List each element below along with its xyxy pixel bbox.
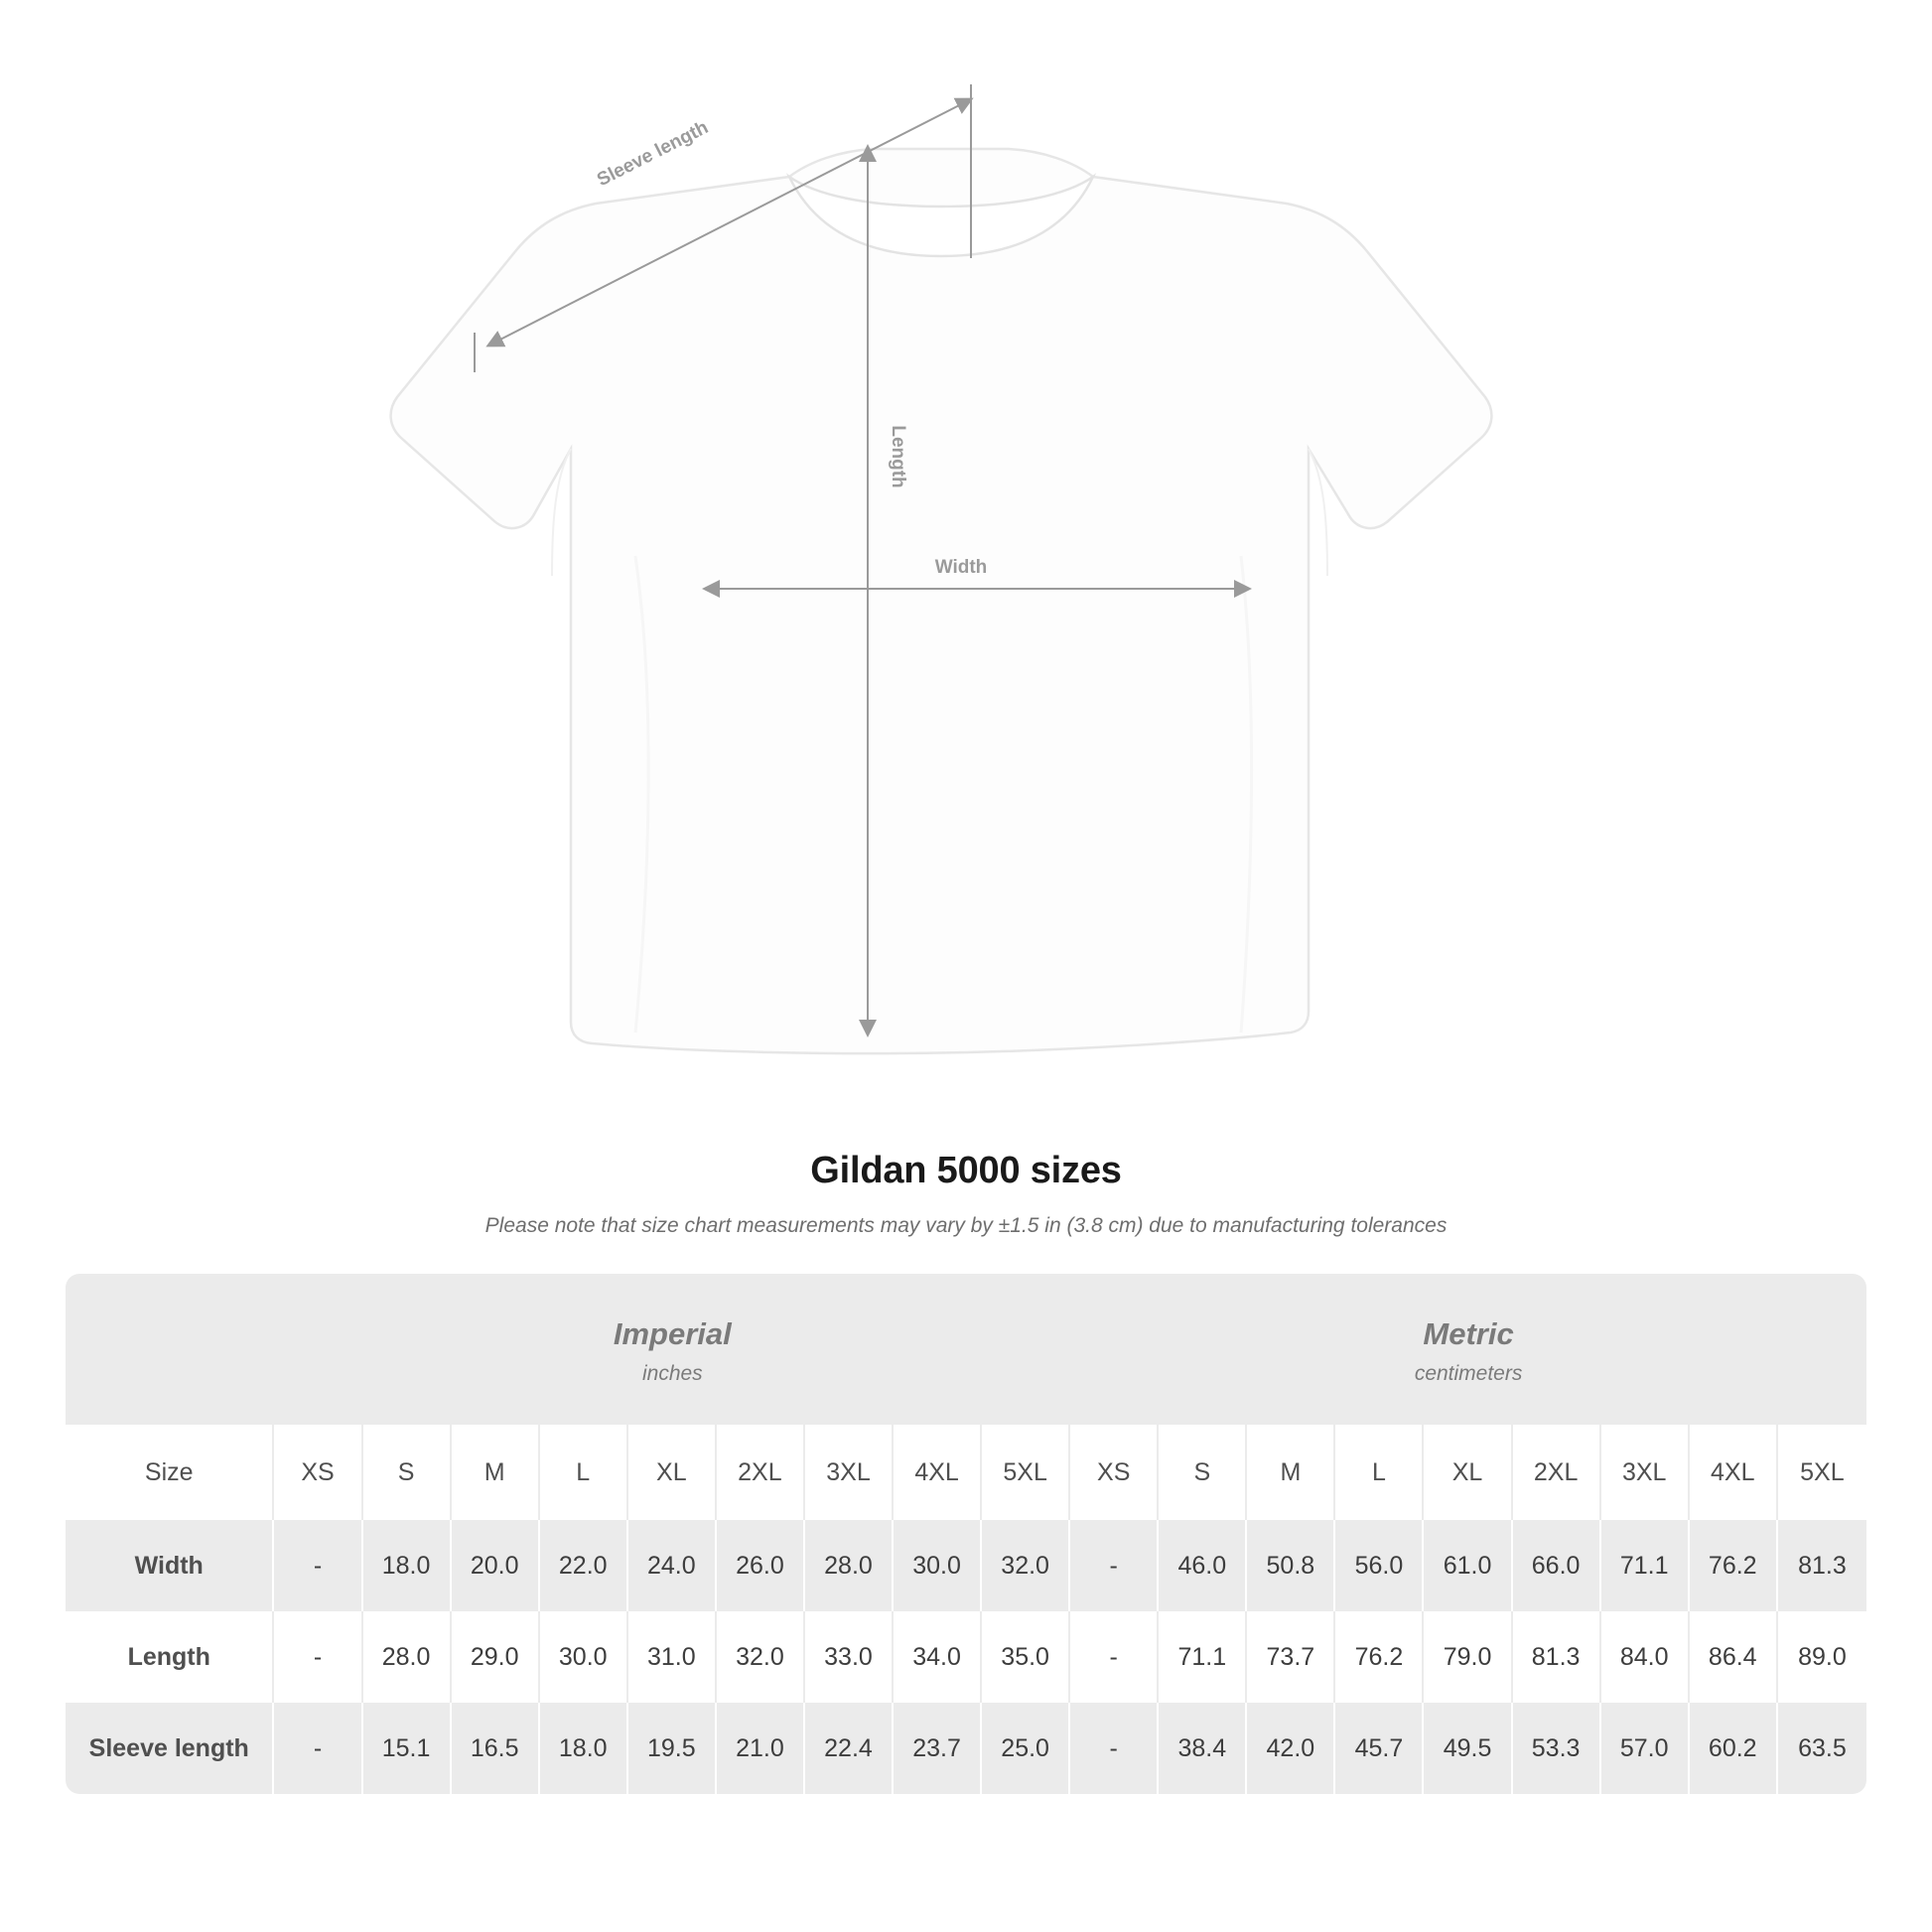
cell-width-imperial-3xl: 28.0 — [805, 1520, 894, 1611]
group-header-imperial — [274, 1274, 1070, 1425]
cell-width-imperial-s: 18.0 — [363, 1520, 452, 1611]
cell-length-metric-5xl: 89.0 — [1778, 1611, 1866, 1703]
cell-sleeve-imperial-2xl: 21.0 — [717, 1703, 805, 1794]
size-table — [66, 1274, 1866, 1794]
cell-sleeve-metric-3xl: 57.0 — [1601, 1703, 1690, 1794]
size-header-imperial-4xl: 4XL — [894, 1425, 982, 1520]
group-imperial-unit: inches — [641, 1361, 703, 1385]
size-header-metric-xs: XS — [1070, 1425, 1159, 1520]
table-row — [66, 1703, 1866, 1794]
cell-width-metric-3xl: 71.1 — [1601, 1520, 1690, 1611]
page-title: Gildan 5000 sizes — [810, 1150, 1122, 1191]
sleeve-length-label: Sleeve length — [594, 116, 712, 192]
cell-sleeve-metric-2xl: 53.3 — [1513, 1703, 1601, 1794]
cell-length-metric-xs: - — [1070, 1611, 1159, 1703]
cell-sleeve-imperial-5xl: 25.0 — [982, 1703, 1070, 1794]
cell-length-metric-xl: 79.0 — [1424, 1611, 1512, 1703]
cell-sleeve-imperial-l: 18.0 — [540, 1703, 628, 1794]
group-metric-unit: centimeters — [1414, 1361, 1523, 1385]
cell-sleeve-imperial-m: 16.5 — [452, 1703, 540, 1794]
cell-sleeve-metric-5xl: 63.5 — [1778, 1703, 1866, 1794]
cell-length-metric-3xl: 84.0 — [1601, 1611, 1690, 1703]
cell-width-metric-s: 46.0 — [1159, 1520, 1247, 1611]
cell-sleeve-metric-4xl: 60.2 — [1690, 1703, 1778, 1794]
table-size-header-row — [66, 1425, 1866, 1520]
cell-length-imperial-3xl: 33.0 — [805, 1611, 894, 1703]
cell-sleeve-imperial-xs: - — [274, 1703, 362, 1794]
title-block — [0, 1150, 1932, 1238]
cell-length-imperial-4xl: 34.0 — [894, 1611, 982, 1703]
size-header-metric-l: L — [1335, 1425, 1424, 1520]
cell-width-metric-m: 50.8 — [1247, 1520, 1335, 1611]
tolerance-note: Please note that size chart measurements may vary by ±1.5 in (3.8 cm) due to manufacturing tolerances — [484, 1214, 1448, 1237]
length-label: Length — [888, 425, 908, 488]
size-header-imperial-l: L — [540, 1425, 628, 1520]
cell-sleeve-imperial-3xl: 22.4 — [805, 1703, 894, 1794]
cell-length-imperial-xs: - — [274, 1611, 362, 1703]
size-header-metric-s: S — [1159, 1425, 1247, 1520]
size-header-metric-5xl: 5XL — [1778, 1425, 1866, 1520]
cell-width-metric-5xl: 81.3 — [1778, 1520, 1866, 1611]
cell-width-metric-4xl: 76.2 — [1690, 1520, 1778, 1611]
size-header-imperial-xl: XL — [628, 1425, 717, 1520]
cell-width-imperial-xs: - — [274, 1520, 362, 1611]
width-label: Width — [934, 557, 988, 578]
size-header-label: Size — [66, 1425, 274, 1520]
group-metric-name: Metric — [1423, 1316, 1514, 1352]
cell-sleeve-metric-s: 38.4 — [1159, 1703, 1247, 1794]
row-label-length: Length — [66, 1611, 274, 1703]
size-header-metric-3xl: 3XL — [1601, 1425, 1690, 1520]
cell-sleeve-metric-l: 45.7 — [1335, 1703, 1424, 1794]
cell-length-imperial-2xl: 32.0 — [717, 1611, 805, 1703]
group-imperial-name: Imperial — [613, 1316, 732, 1352]
cell-length-metric-l: 76.2 — [1335, 1611, 1424, 1703]
row-label-width: Width — [66, 1520, 274, 1611]
cell-length-imperial-l: 30.0 — [540, 1611, 628, 1703]
size-header-metric-4xl: 4XL — [1690, 1425, 1778, 1520]
cell-length-metric-2xl: 81.3 — [1513, 1611, 1601, 1703]
size-header-metric-2xl: 2XL — [1513, 1425, 1601, 1520]
cell-sleeve-imperial-s: 15.1 — [363, 1703, 452, 1794]
cell-width-imperial-l: 22.0 — [540, 1520, 628, 1611]
row-label-sleeve-length: Sleeve length — [66, 1703, 274, 1794]
group-header-metric — [1070, 1274, 1866, 1425]
table-row — [66, 1611, 1866, 1703]
cell-width-imperial-5xl: 32.0 — [982, 1520, 1070, 1611]
cell-width-metric-2xl: 66.0 — [1513, 1520, 1601, 1611]
size-header-imperial-s: S — [363, 1425, 452, 1520]
size-header-imperial-5xl: 5XL — [982, 1425, 1070, 1520]
cell-length-imperial-s: 28.0 — [363, 1611, 452, 1703]
cell-sleeve-metric-xs: - — [1070, 1703, 1159, 1794]
size-header-metric-xl: XL — [1424, 1425, 1512, 1520]
cell-sleeve-imperial-4xl: 23.7 — [894, 1703, 982, 1794]
group-header-spacer — [66, 1274, 274, 1425]
cell-sleeve-metric-m: 42.0 — [1247, 1703, 1335, 1794]
table-group-header-row — [66, 1274, 1866, 1425]
cell-length-metric-m: 73.7 — [1247, 1611, 1335, 1703]
cell-sleeve-metric-xl: 49.5 — [1424, 1703, 1512, 1794]
cell-width-imperial-2xl: 26.0 — [717, 1520, 805, 1611]
size-header-imperial-2xl: 2XL — [717, 1425, 805, 1520]
size-header-imperial-m: M — [452, 1425, 540, 1520]
cell-length-imperial-m: 29.0 — [452, 1611, 540, 1703]
size-header-imperial-xs: XS — [274, 1425, 362, 1520]
cell-width-metric-xl: 61.0 — [1424, 1520, 1512, 1611]
cell-width-imperial-xl: 24.0 — [628, 1520, 717, 1611]
table-row — [66, 1520, 1866, 1611]
cell-sleeve-imperial-xl: 19.5 — [628, 1703, 717, 1794]
cell-width-metric-xs: - — [1070, 1520, 1159, 1611]
cell-width-imperial-m: 20.0 — [452, 1520, 540, 1611]
tshirt-shape — [391, 149, 1492, 1053]
cell-length-metric-4xl: 86.4 — [1690, 1611, 1778, 1703]
cell-width-metric-l: 56.0 — [1335, 1520, 1424, 1611]
size-table-wrap — [66, 1274, 1866, 1794]
cell-width-imperial-4xl: 30.0 — [894, 1520, 982, 1611]
cell-length-imperial-5xl: 35.0 — [982, 1611, 1070, 1703]
cell-length-metric-s: 71.1 — [1159, 1611, 1247, 1703]
size-header-imperial-3xl: 3XL — [805, 1425, 894, 1520]
size-header-metric-m: M — [1247, 1425, 1335, 1520]
cell-length-imperial-xl: 31.0 — [628, 1611, 717, 1703]
